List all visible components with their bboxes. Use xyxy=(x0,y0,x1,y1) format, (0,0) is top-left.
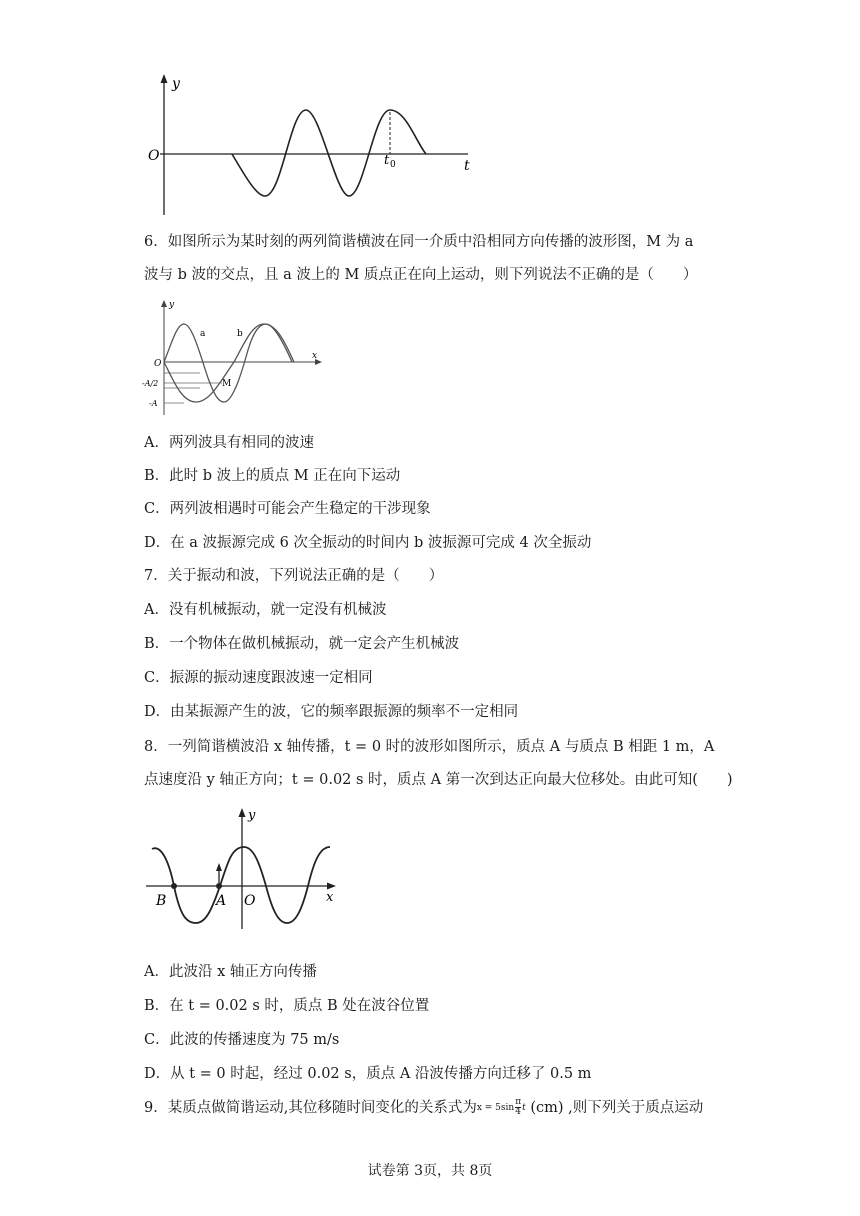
q9-formula-numerator: π xyxy=(515,1097,522,1107)
q6-option-d: D．在 a 波振源完成 6 次全振动的时间内 b 波振源可完成 4 次全振动 xyxy=(144,535,592,551)
q8-option-b: B．在 t = 0.02 s 时，质点 B 处在波谷位置 xyxy=(144,998,430,1014)
q8-stem-line1: 8．一列简谐横波沿 x 轴传播，t = 0 时的波形如图所示，质点 A 与质点 B 相距 1 m，A xyxy=(144,739,715,755)
fig1-origin-label: O xyxy=(148,148,160,164)
q9-stem-continued: ,则下列关于质点运动 xyxy=(563,1100,704,1116)
q8-option-d: D．从 t = 0 时起，经过 0.02 s，质点 A 沿波传播方向迁移了 0.5 m xyxy=(144,1066,592,1082)
q8-option-c: C．此波的传播速度为 75 m/s xyxy=(144,1032,340,1048)
q7-option-a: A．没有机械振动，就一定没有机械波 xyxy=(144,602,387,618)
figure-1-vibration-graph xyxy=(140,70,490,220)
fig8-y-label: y xyxy=(248,808,256,823)
fig6-origin-label: O xyxy=(154,359,162,369)
fig6-x-label: x xyxy=(312,351,318,361)
figure-6-two-waves xyxy=(140,298,330,418)
fig6-wave-a-label: a xyxy=(200,329,206,339)
q6-stem-line2: 波与 b 波的交点，且 a 波上的 M 质点正在向上运动，则下列说法不正确的是（ ） xyxy=(144,267,698,283)
q9-stem xyxy=(144,1098,703,1118)
q8-option-a: A．此波沿 x 轴正方向传播 xyxy=(144,964,317,980)
q9-formula-denominator: 4 xyxy=(515,1107,522,1117)
fig6-half-amplitude-label: -A/2 xyxy=(142,379,159,388)
fig6-wave-b-label: b xyxy=(237,329,243,339)
fig6-y-label: y xyxy=(169,300,175,310)
q6-option-a: A．两列波具有相同的波速 xyxy=(144,435,314,451)
q9-formula-t: t xyxy=(522,1103,526,1113)
q6-option-b: B．此时 b 波上的质点 M 正在向下运动 xyxy=(144,468,401,484)
fig1-t0-subscript: 0 xyxy=(390,160,396,170)
q6-option-c: C．两列波相遇时可能会产生稳定的干涉现象 xyxy=(144,501,431,517)
q6-stem-line1: 6．如图所示为某时刻的两列简谐横波在同一介质中沿相同方向传播的波形图，M 为 a xyxy=(144,234,694,250)
q9-formula xyxy=(477,1098,526,1118)
figure-8-wave-graph xyxy=(144,805,344,935)
q9-stem-text: 9．某质点做简谐运动,其位移随时间变化的关系式为 xyxy=(144,1100,477,1116)
fig1-t0-label: t xyxy=(384,153,390,168)
q7-stem: 7．关于振动和波，下列说法正确的是（ ） xyxy=(144,568,444,584)
fig1-t-label: t xyxy=(464,158,470,174)
q7-option-b: B．一个物体在做机械振动，就一定会产生机械波 xyxy=(144,636,460,652)
q7-option-d: D．由某振源产生的波，它的频率跟振源的频率不一定相同 xyxy=(144,704,519,720)
fig6-point-m-label: M xyxy=(222,379,232,389)
q7-option-c: C．振源的振动速度跟波速一定相同 xyxy=(144,670,373,686)
fig8-point-b-label: B xyxy=(156,893,167,909)
fig8-point-a-label: A xyxy=(216,893,227,909)
fig1-y-label: y xyxy=(172,76,180,92)
fig8-origin-label: O xyxy=(244,893,256,909)
fig8-x-label: x xyxy=(326,890,334,905)
q9-unit: (cm) xyxy=(525,1100,564,1116)
q8-stem-line2: 点速度沿 y 轴正方向；t = 0.02 s 时，质点 A 第一次到达正向最大位移处。由此可知( ) xyxy=(144,772,733,788)
q9-formula-lhs: x = 5sin xyxy=(476,1103,515,1113)
fig6-amplitude-label: -A xyxy=(149,399,158,408)
page-footer: 试卷第 3页，共 8页 xyxy=(367,1163,493,1179)
